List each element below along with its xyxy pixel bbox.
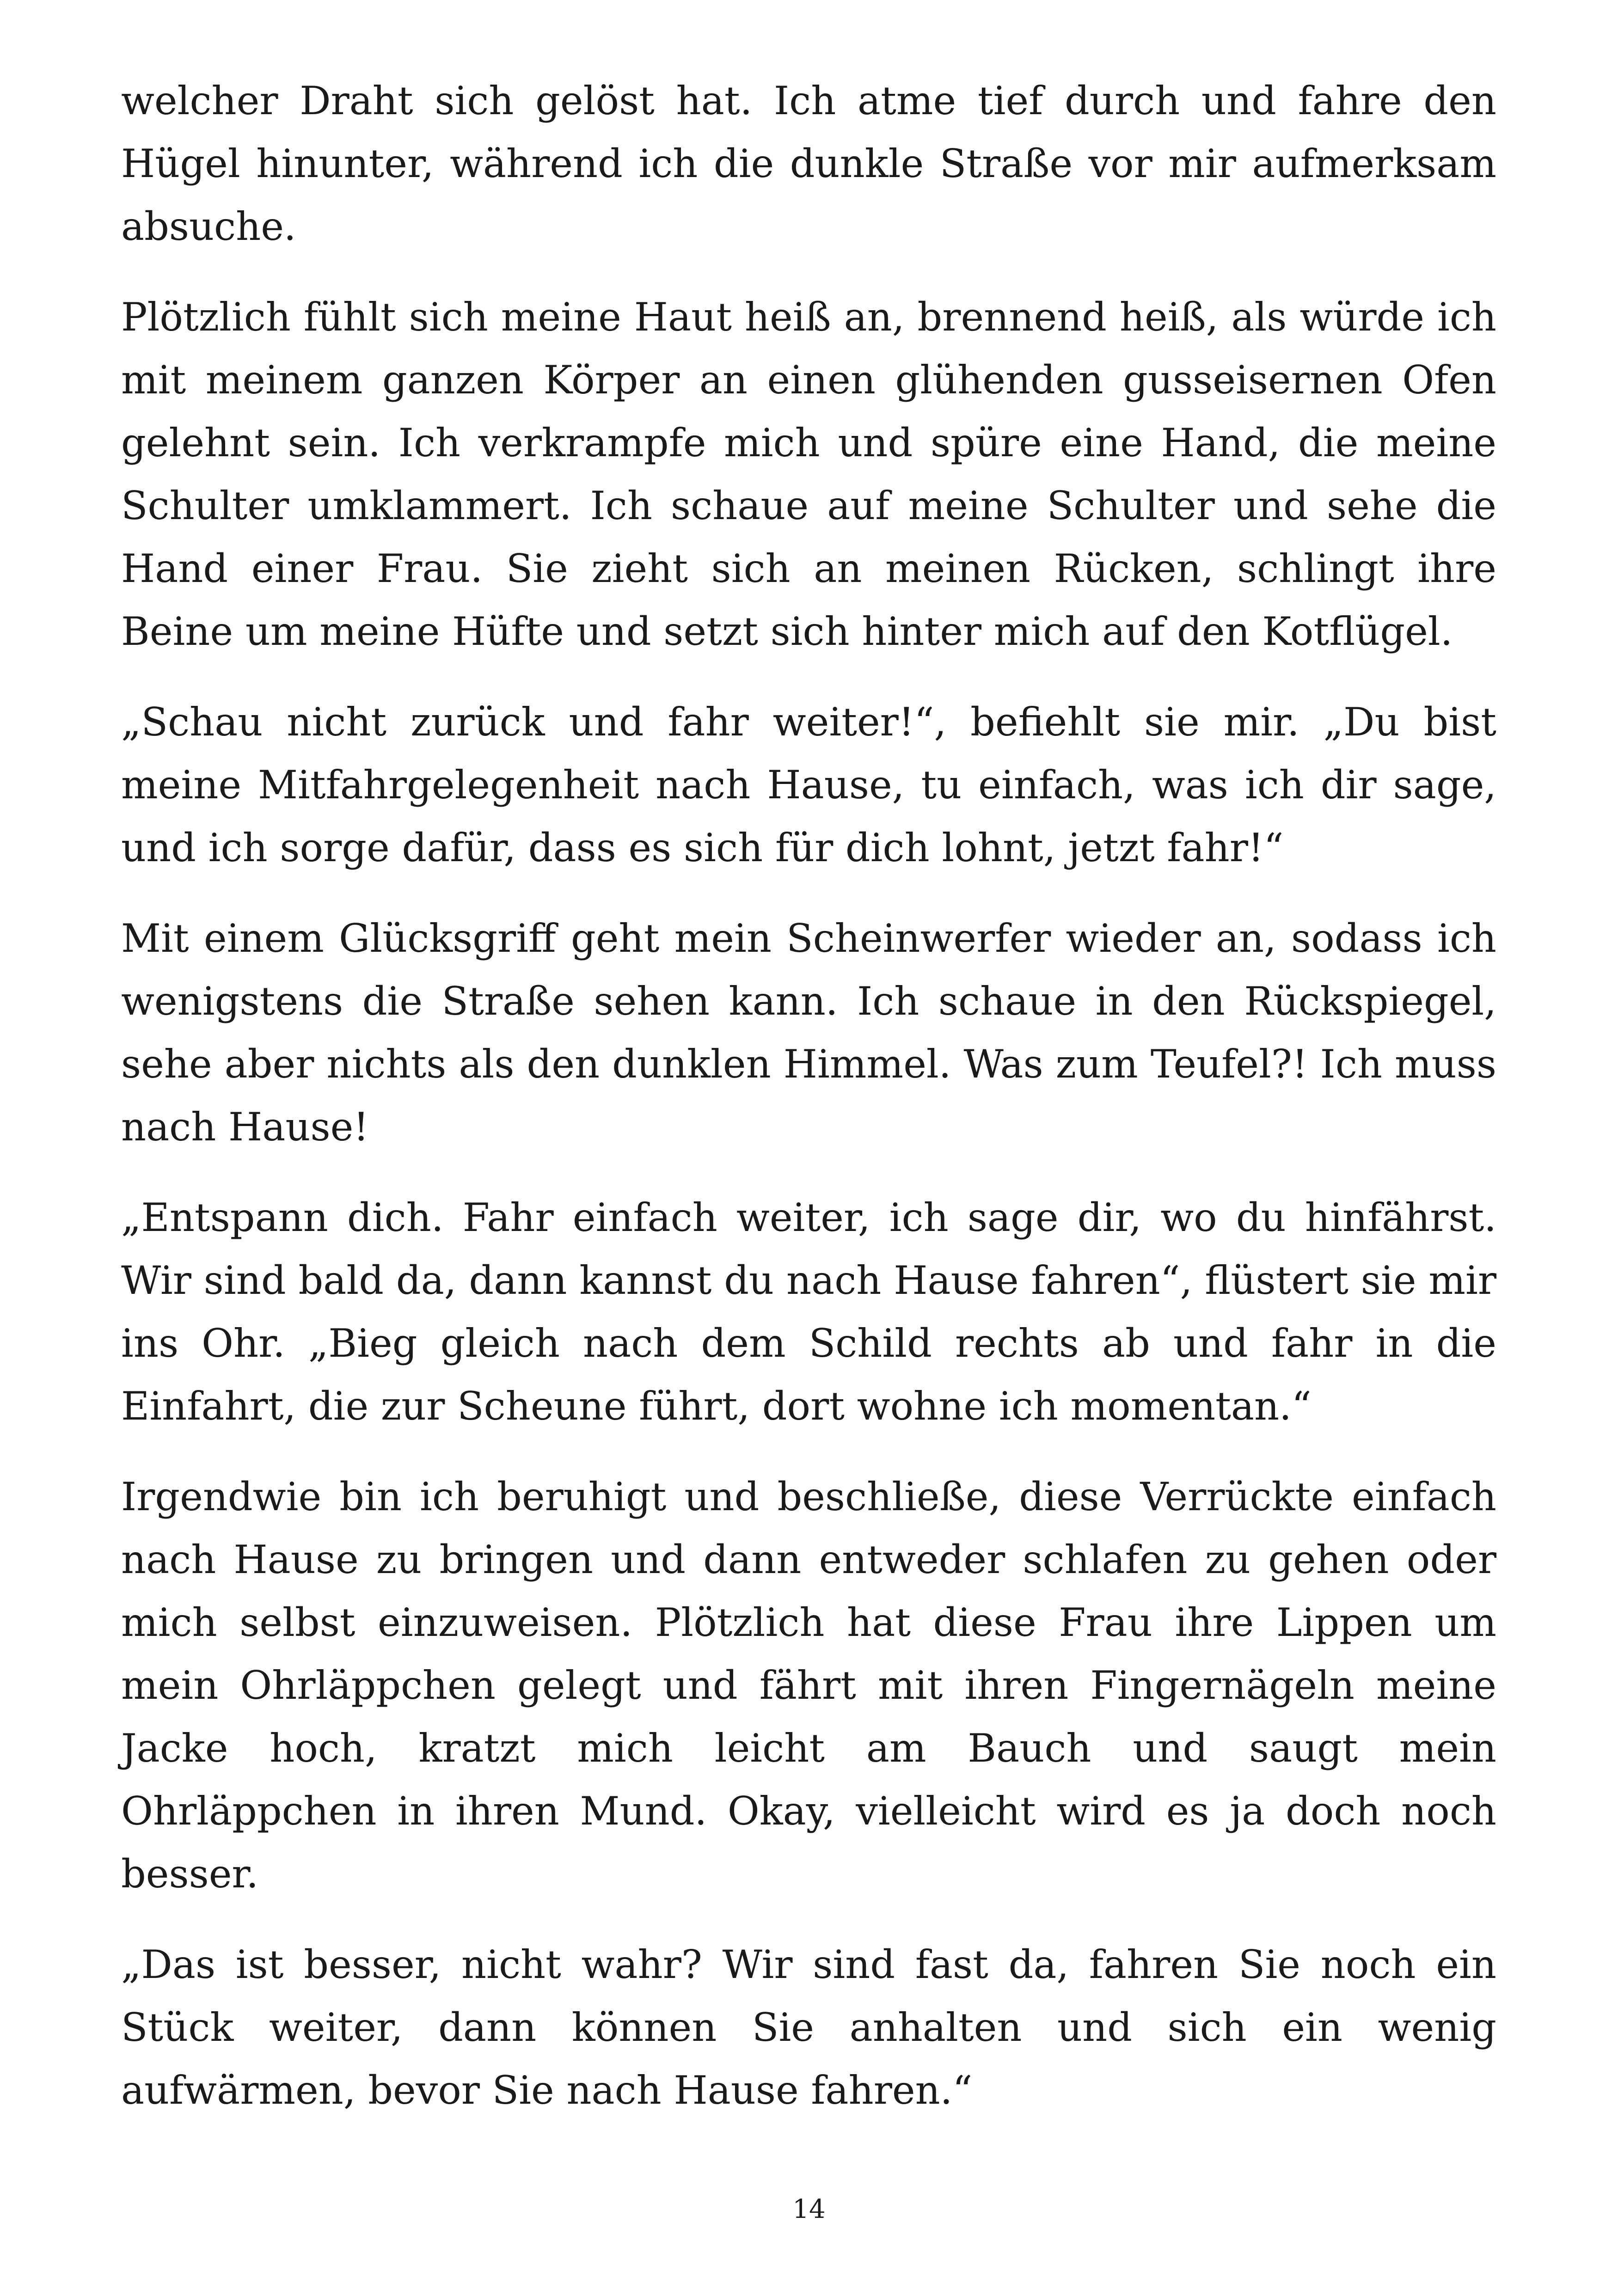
paragraph-6: Irgendwie bin ich beruhigt und beschließe, diese Verrückte einfach nach Hause zu bringen und dann entweder schlafen zu gehen oder mich selbst einzuweisen. Plötzlich hat diese Frau ihre Lippen um mein Ohrläppchen gelegt und fährt mit ihren Fingernägeln meine Jacke hoch, kratzt mich leicht am Bauch und saugt mein Ohrläppchen in ihren Mund. Okay, vielleicht wird es ja doch noch besser. [121,1474,1496,1897]
paragraph-3: „Schau nicht zurück und fahr weiter!“, befiehlt sie mir. „Du bist meine Mitfahrgelegenheit nach Hause, tu einfach, was ich dir sage, und ich sorge dafür, dass es sich für dich lohnt, jetzt fahr!“ [121,699,1496,870]
page-number: 14 [792,2194,826,2224]
paragraph-2: Plötzlich fühlt sich meine Haut heiß an, brennend heiß, als würde ich mit meinem ganzen Körper an einen glühenden gusseisernen Ofen gelehnt sein. Ich verkrampfe mich und spüre eine Hand, die meine Schulter umklammert. Ich schaue auf meine Schulter und sehe die Hand einer Frau. Sie zieht sich an meinen Rücken, schlingt ihre Beine um meine Hüfte und setzt sich hinter mich auf den Kotflügel. [121,294,1496,654]
paragraph-5: „Entspann dich. Fahr einfach weiter, ich sage dir, wo du hinfährst. Wir sind bald da, dann kannst du nach Hause fahren“, flüstert sie mir ins Ohr. „Bieg gleich nach dem Schild rechts ab und fahr in die Einfahrt, die zur Scheune führt, dort wohne ich momentan.“ [121,1195,1496,1429]
paragraph-1: welcher Draht sich gelöst hat. Ich atme tief durch und fahre den Hügel hinunter, während ich die dunkle Straße vor mir aufmerksam absuche. [121,78,1496,249]
body-text [121,69,1496,2149]
paragraph-4: Mit einem Glücksgriff geht mein Scheinwerfer wieder an, sodass ich wenigstens die Straße sehen kann. Ich schaue in den Rückspiegel, sehe aber nichts als den dunklen Himmel. Was zum Teufel?! Ich muss nach Hause! [121,916,1496,1150]
paragraph-7: „Das ist besser, nicht wahr? Wir sind fast da, fahren Sie noch ein Stück weiter, dann können Sie anhalten und sich ein wenig aufwärmen, bevor Sie nach Hause fahren.“ [121,1942,1496,2113]
